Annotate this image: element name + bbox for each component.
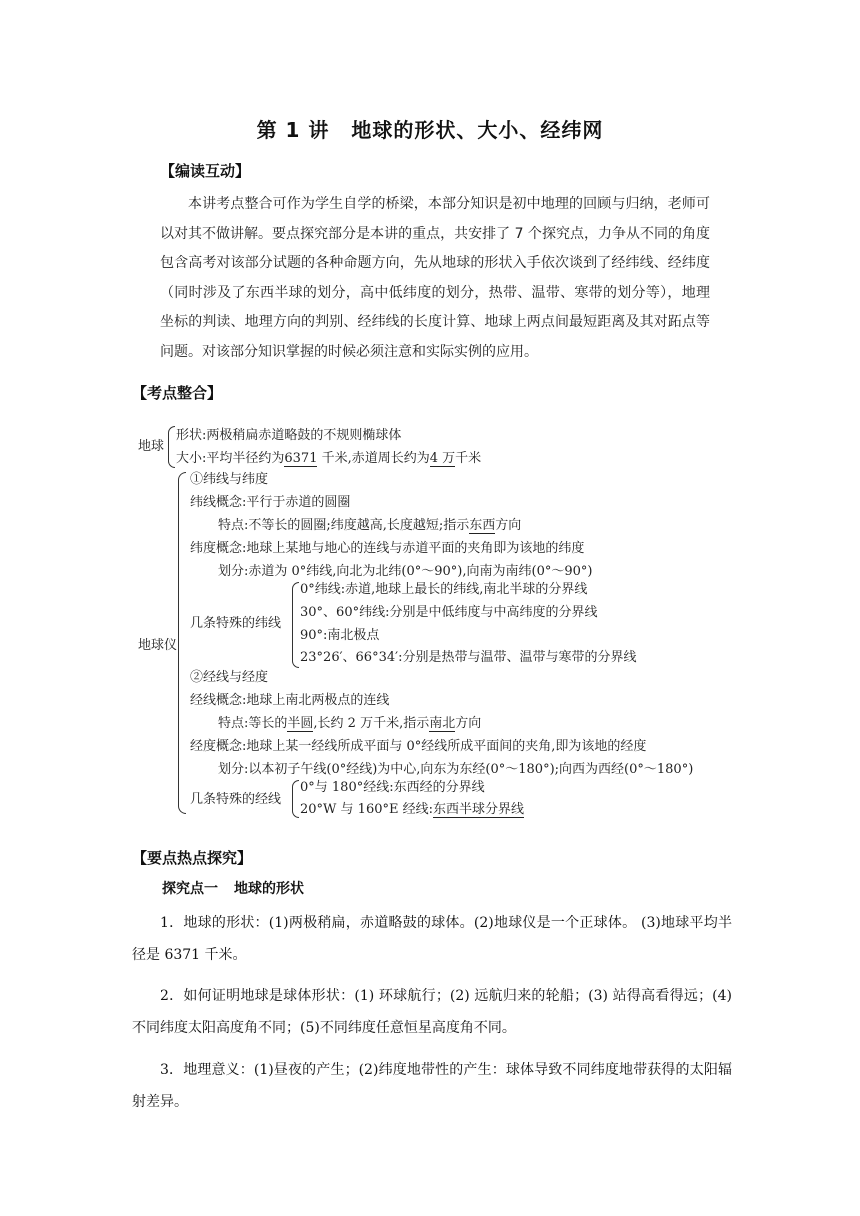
lat-feature-direction: 东西 — [469, 518, 496, 533]
special-lon-2-prefix: 20°W 与 160°E 经线: — [300, 802, 433, 817]
earth-brace — [168, 426, 175, 468]
special-lat-30-60: 30°、60°纬线:分别是中低纬度与中高纬度的分界线 — [300, 605, 598, 620]
special-lon-2-underlined: 东西半球分界线 — [432, 802, 524, 817]
special-lon-brace — [292, 780, 299, 818]
lat-feature-suffix: 方向 — [495, 518, 522, 533]
size-suffix: 千米 — [455, 451, 482, 466]
globe-label: 地球仪 — [138, 638, 178, 653]
section-heading-kaodian: 【考点整合】 — [132, 384, 223, 402]
special-lat-tropics: 23°26′、66°34′:分别是热带与温带、温带与寒带的分界线 — [300, 650, 637, 665]
special-lon-20w-160e — [300, 798, 524, 817]
explore-label: 探究点一 — [162, 881, 218, 897]
intro-heading: 【编读互动】 — [160, 162, 251, 180]
lecture-number: 第 1 讲 — [256, 118, 330, 142]
lecture-topic: 地球的形状、大小、经纬网 — [351, 118, 604, 142]
special-lon-0-180: 0°与 180°经线:东西经的分界线 — [300, 780, 485, 795]
special-lat-90: 90°:南北极点 — [300, 628, 380, 643]
explore-point-heading — [162, 878, 304, 898]
paragraph-shape: 1．地球的形状：(1)两极稍扁，赤道略鼓的球体。(2)地球仪是一个正球体。 (3)地球平均半径是 6371 千米。 — [132, 915, 732, 963]
lon-feature-mid: ,长约 2 万千米,指示 — [313, 716, 430, 731]
lon-feature — [218, 712, 481, 731]
lon-feature-semicircle: 半圆 — [287, 716, 314, 731]
special-lat-brace — [292, 582, 299, 668]
paragraph-proof: 2．如何证明地球是球体形状：(1) 环球航行；(2) 远航归来的轮船；(3) 站得高看得远；(4)不同纬度太阳高度角不同；(5)不同纬度任意恒星高度角不同。 — [132, 988, 732, 1036]
intro-text: 本讲考点整合可作为学生自学的桥梁，本部分知识是初中地理的回顾与归纳，老师可以对其不做讲解。要点探究部分是本讲的重点，共安排了 7 个探究点，力争从不同的角度包含高考对该部分试题的各种命题方向，先从地球的形状入手依次谈到了经纬线、经纬度（同时涉及了东西半球的划分，高中低纬度的划分，热带、温带、寒带的划分等），地理坐标的判读、地理方向的判别、经纬线的长度计算、地球上两点间最短距离及其对跖点等问题。对该部分知识掌握的时候必须注意和实际实例的应用。 — [160, 196, 710, 360]
longitude-concept: 经度概念:地球上某一经线所成平面与 0°经线所成平面间的夹角,即为该地的经度 — [190, 739, 647, 754]
paragraph-significance: 3．地理意义：(1)昼夜的产生；(2)纬度地带性的产生：球体导致不同纬度地带获得的太阳辐射差异。 — [132, 1062, 732, 1110]
page-title — [0, 114, 860, 143]
lat-feature-prefix: 特点:不等长的圆圈;纬度越高,长度越短;指示 — [218, 518, 470, 533]
earth-shape: 形状:两极稍扁赤道略鼓的不规则椭球体 — [176, 428, 402, 443]
size-radius: 6371 — [284, 451, 318, 466]
lon-feature-suffix: 方向 — [455, 716, 482, 731]
latitude-division: 划分:赤道为 0°纬线,向北为北纬(0°～90°),向南为南纬(0°～90°) — [218, 564, 593, 579]
size-prefix: 大小:平均半径约为 — [176, 451, 285, 466]
lon-heading: ②经线与经度 — [190, 670, 269, 685]
explore-topic: 地球的形状 — [234, 881, 304, 897]
lon-feature-direction: 南北 — [429, 716, 456, 731]
lat-concept: 纬线概念:平行于赤道的圆圈 — [190, 495, 351, 510]
special-lat-0: 0°纬线:赤道,地球上最长的纬线,南北半球的分界线 — [300, 582, 588, 597]
special-lon-label: 几条特殊的经线 — [190, 792, 282, 807]
size-mid: 千米,赤道周长约为 — [321, 451, 430, 466]
globe-brace — [178, 472, 186, 814]
lat-heading: ①纬线与纬度 — [190, 472, 269, 487]
lon-feature-prefix: 特点:等长的 — [218, 716, 288, 731]
lon-concept: 经线概念:地球上南北两极点的连线 — [190, 693, 390, 708]
special-lat-label: 几条特殊的纬线 — [190, 616, 282, 631]
size-circumference: 4 万 — [429, 451, 456, 466]
section-heading-yaodian: 【要点热点探究】 — [132, 849, 253, 867]
longitude-division: 划分:以本初子午线(0°经线)为中心,向东为东经(0°～180°);向西为西经(0°～180°) — [218, 762, 694, 777]
latitude-concept: 纬度概念:地球上某地与地心的连线与赤道平面的夹角即为该地的纬度 — [190, 541, 585, 556]
earth-label: 地球 — [138, 439, 165, 454]
earth-size — [176, 447, 481, 466]
lat-feature — [218, 514, 521, 533]
